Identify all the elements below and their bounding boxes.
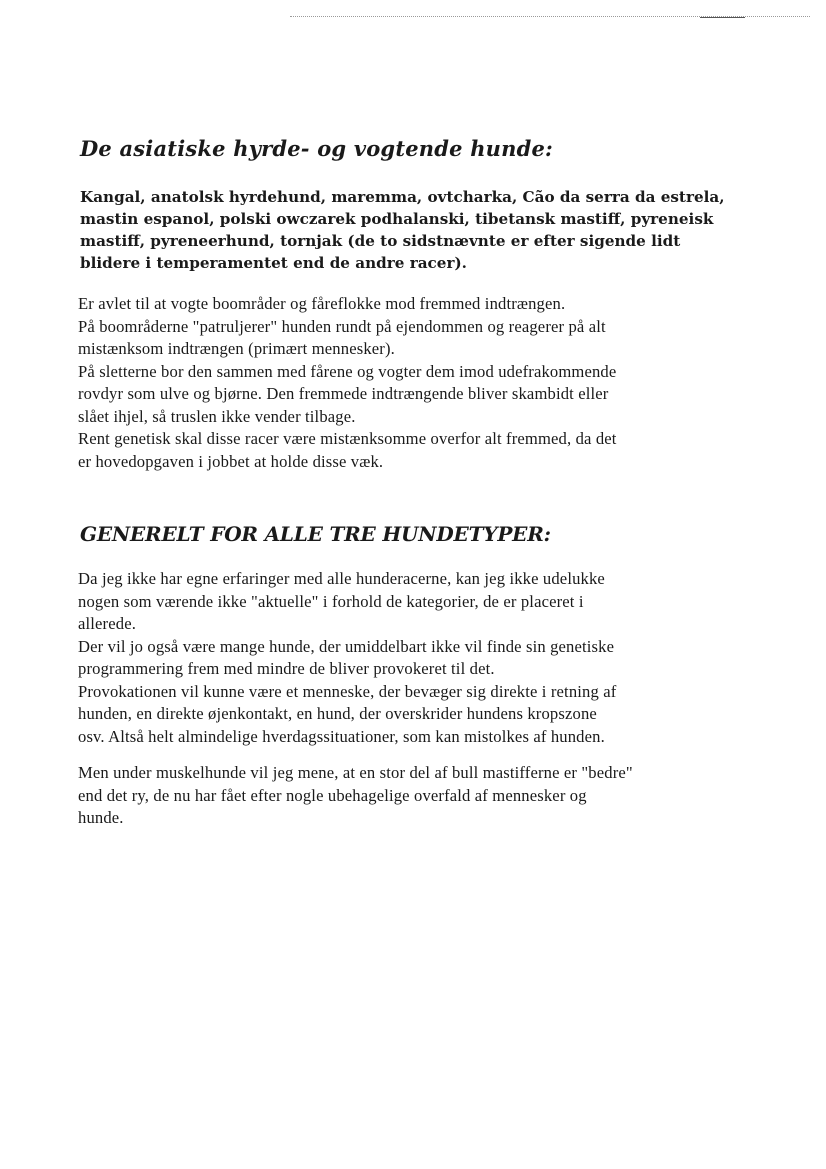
text-line: hunde.: [78, 808, 124, 827]
text-line: På boområderne "patruljerer" hunden rundt på ejendommen og reagerer på alt: [78, 316, 606, 336]
text-line: allerede.: [78, 614, 137, 633]
paragraph-muscle-dogs: [78, 762, 758, 830]
text-line: Der vil jo også være mange hunde, der umiddelbart ikke vil finde sin genetiske: [78, 636, 615, 656]
text-line: På sletterne bor den sammen med fårene og vogter dem imod udefrakommende: [78, 361, 617, 381]
section-heading-asian-dogs: De asiatiske hyrde- og vogtende hunde:: [80, 136, 554, 161]
breed-list-line: mastin espanol, polski owczarek podhalanski, tibetansk mastiff, pyreneisk: [80, 210, 714, 228]
text-line: Rent genetisk skal disse racer være mistænksomme overfor alt fremmed, da det: [78, 429, 617, 448]
breed-list: [80, 186, 740, 274]
text-line: nogen som værende ikke "aktuelle" i forhold de kategorier, de er placeret i: [78, 591, 584, 611]
text-line: programmering frem med mindre de bliver provokeret til det.: [78, 659, 495, 678]
text-line: slået ihjel, så truslen ikke vender tilbage.: [78, 406, 356, 426]
paragraph-breeding-purpose: [78, 293, 758, 473]
text-line: Men under muskelhunde vil jeg mene, at en stor del af bull mastifferne er "bedre": [78, 763, 633, 782]
breed-list-line: Kangal, anatolsk hyrdehund, maremma, ovtcharka, Cão da serra da estrela,: [80, 188, 725, 206]
text-line: mistænksom indtrængen (primært mennesker).: [78, 339, 395, 358]
text-line: end det ry, de nu har fået efter nogle ubehagelige overfald af mennesker og: [78, 785, 587, 805]
text-line: Er avlet til at vogte boområder og fåreflokke mod fremmed indtrængen.: [78, 294, 566, 313]
text-line: rovdyr som ulve og bjørne. Den fremmede indtrængende bliver skambidt eller: [78, 384, 609, 403]
text-line: Da jeg ikke har egne erfaringer med alle hunderacerne, kan jeg ikke udelukke: [78, 569, 605, 588]
text-line: osv. Altså helt almindelige hverdagssituationer, som kan mistolkes af hunden.: [78, 726, 605, 746]
text-line: Provokationen vil kunne være et menneske, der bevæger sig direkte i retning af: [78, 681, 617, 701]
paragraph-general-experience: [78, 568, 758, 748]
breed-list-line: blidere i temperamentet end de andre racer).: [80, 254, 467, 272]
text-line: hunden, en direkte øjenkontakt, en hund, der overskrider hundens kropszone: [78, 704, 597, 723]
section-heading-general: GENERELT FOR ALLE TRE HUNDETYPER:: [80, 522, 551, 546]
scan-artifact-solid-line: [700, 17, 745, 18]
text-line: er hovedopgaven i jobbet at holde disse væk.: [78, 451, 384, 471]
breed-list-line: mastiff, pyreneerhund, tornjak (de to sidstnævnte er efter sigende lidt: [80, 232, 681, 250]
